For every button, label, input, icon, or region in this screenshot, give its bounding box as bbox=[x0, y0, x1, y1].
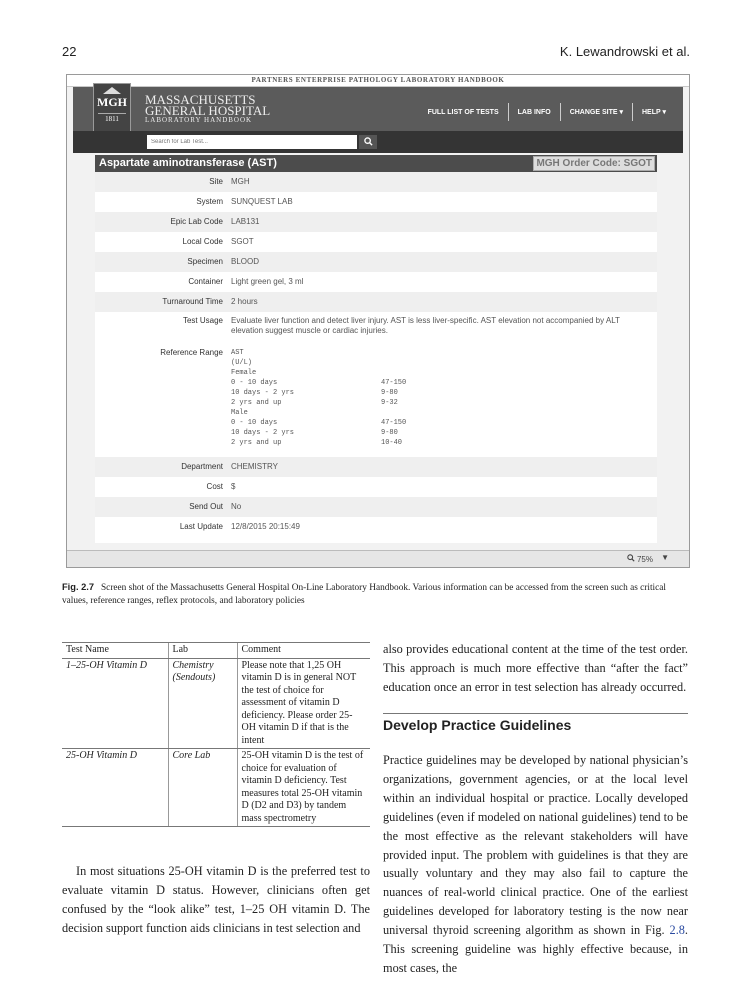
ref-range: Female bbox=[231, 369, 257, 377]
field-row bbox=[95, 477, 657, 497]
left-paragraph: In most situations 25-OH vitamin D is the preferred test to evaluate vitamin D status. However, clinicians often get confused by the “look alike” test, 1–25 OH vitamin D. The decision support function aids clinicians in test selection and bbox=[62, 864, 370, 935]
page-number: 22 bbox=[62, 44, 77, 59]
handbook-header bbox=[73, 87, 683, 131]
ref-range: 10 days - 2 yrs bbox=[231, 429, 295, 437]
field-value: $ bbox=[231, 482, 236, 491]
field-value: SGOT bbox=[231, 237, 254, 246]
test-header bbox=[95, 155, 657, 172]
field-row bbox=[95, 312, 657, 344]
field-label: Site bbox=[209, 177, 223, 186]
building-icon bbox=[103, 87, 121, 94]
ref-range: 2 yrs and up bbox=[231, 399, 282, 407]
search-button[interactable] bbox=[359, 135, 377, 149]
table-row bbox=[62, 658, 370, 749]
hospital-name-line1: MASSACHUSETTS bbox=[145, 92, 256, 107]
nav-change-site[interactable]: CHANGE SITE ▾ bbox=[569, 109, 623, 116]
field-value: MGH bbox=[231, 177, 250, 186]
ref-value: 9-80 bbox=[381, 429, 398, 437]
field-label: Send Out bbox=[189, 502, 223, 511]
hospital-name bbox=[145, 94, 270, 125]
field-label: Turnaround Time bbox=[162, 297, 223, 306]
ref-value bbox=[381, 408, 441, 418]
field-row bbox=[95, 272, 657, 292]
paragraph-text: Practice guidelines may be developed by national physician’s organizations, government agencies, or at the local level within an individual hospital or practice. Locally developed guidelines (even if modeled on national guidelines) tend to be the most effective as the relevant stakeholders will have provided input. The problem with guidelines is that they are usually voluntary and they may also fail to capture the nuances of real-world clinical practice. One of the earliest guidelines developed for laboratory testing is the now near universal thyroid screening algorithm as shown in Fig. bbox=[383, 753, 688, 938]
table-row bbox=[62, 749, 370, 827]
header-test-name: Test Name bbox=[62, 643, 168, 659]
hospital-subtitle: LABORATORY HANDBOOK bbox=[145, 116, 253, 124]
ref-range: Male bbox=[231, 409, 248, 417]
field-value: BLOOD bbox=[231, 257, 260, 266]
field-label: Test Usage bbox=[182, 316, 223, 325]
right-paragraph-2 bbox=[383, 751, 688, 978]
top-nav bbox=[419, 103, 675, 121]
field-label: Last Update bbox=[179, 522, 223, 531]
logo-initials: MGH bbox=[97, 95, 127, 109]
cell-lab: Chemistry (Sendouts) bbox=[168, 658, 237, 749]
cell-test-name: 1–25-OH Vitamin D bbox=[62, 658, 168, 749]
nav-full-list-of-tests[interactable]: FULL LIST OF TESTS bbox=[427, 108, 499, 116]
header-comment: Comment bbox=[237, 643, 370, 659]
logo-year: 1811 bbox=[98, 113, 126, 123]
ref-value: 9-32 bbox=[381, 399, 398, 407]
field-label: Container bbox=[188, 277, 223, 286]
field-row bbox=[95, 232, 657, 252]
field-label: Local Code bbox=[182, 237, 223, 246]
reference-range-row bbox=[95, 344, 657, 457]
field-value: Light green gel, 3 ml bbox=[231, 277, 304, 286]
ref-units: (U/L) bbox=[231, 359, 253, 367]
field-row bbox=[95, 252, 657, 272]
zoom-level[interactable] bbox=[627, 554, 653, 564]
field-value: SUNQUEST LAB bbox=[231, 197, 293, 206]
ref-grid bbox=[231, 368, 653, 448]
hospital-name-line2: GENERAL HOSPITAL bbox=[145, 103, 271, 118]
figure-reference-link[interactable]: 2.8 bbox=[669, 923, 685, 938]
magnifier-icon bbox=[627, 554, 635, 562]
test-detail-panel bbox=[95, 155, 657, 543]
cell-test-name: 25-OH Vitamin D bbox=[62, 749, 168, 827]
figure-caption bbox=[62, 581, 690, 608]
field-label: Department bbox=[181, 462, 223, 471]
caption-text: Screen shot of the Massachusetts General Hospital On-Line Laboratory Handbook. Various information can be accessed from the screen such as critical values, reference ranges, reflex protocols, and laboratory policies bbox=[62, 583, 666, 606]
field-value: 12/8/2015 20:15:49 bbox=[231, 522, 300, 531]
field-row bbox=[95, 457, 657, 477]
ref-value bbox=[381, 368, 441, 378]
header-lab: Lab bbox=[168, 643, 237, 659]
field-label: Specimen bbox=[187, 257, 223, 266]
test-fields bbox=[95, 172, 657, 537]
field-value: CHEMISTRY bbox=[231, 462, 278, 471]
zoom-value: 75% bbox=[636, 555, 653, 564]
field-row bbox=[95, 497, 657, 517]
figure-label: Fig. 2.7 bbox=[62, 582, 95, 592]
field-label: System bbox=[196, 197, 223, 206]
field-value: Evaluate liver function and detect liver injury. AST is less liver-specific. AST elevation not accompanied by ALT elevation suggest muscle or cardiac injuries. bbox=[231, 316, 620, 335]
zoom-dropdown-icon[interactable]: ▼ bbox=[661, 553, 669, 562]
reference-range-table bbox=[231, 348, 657, 457]
search-input[interactable] bbox=[147, 135, 357, 149]
test-title: Aspartate aminotransferase (AST) bbox=[99, 157, 277, 169]
field-row bbox=[95, 292, 657, 312]
ref-value: 47-150 bbox=[381, 379, 407, 387]
cell-lab: Core Lab bbox=[168, 749, 237, 827]
field-value: No bbox=[231, 502, 242, 511]
ref-value: 47-150 bbox=[381, 419, 407, 427]
field-row bbox=[95, 192, 657, 212]
nav-help[interactable]: HELP ▾ bbox=[641, 109, 666, 116]
cell-comment: Please note that 1,25 OH vitamin D is in general NOT the test of choice for assessment of vitamin D deficiency. Please order 25-OH vitamin D if that is the intent bbox=[237, 658, 370, 749]
field-value: 2 hours bbox=[231, 297, 258, 306]
vitamin-d-table bbox=[62, 642, 370, 827]
running-head: K. Lewandrowski et al. bbox=[559, 44, 690, 59]
ref-analyte: AST bbox=[231, 349, 244, 357]
search-bar bbox=[73, 131, 683, 153]
cell-comment: 25-OH vitamin D is the test of choice for evaluation of vitamin D deficiency. Test measures total 25-OH vitamin D (D2 and D3) by tandem mass spectrometry bbox=[237, 749, 370, 827]
ref-range: 0 - 10 days bbox=[231, 419, 278, 427]
table-header-row bbox=[62, 643, 370, 659]
ref-range: 0 - 10 days bbox=[231, 379, 278, 387]
handbook-screenshot bbox=[66, 74, 690, 568]
ref-range: 2 yrs and up bbox=[231, 439, 282, 447]
status-bar bbox=[67, 550, 689, 567]
field-label: Reference Range bbox=[160, 348, 223, 357]
order-code: MGH Order Code: SGOT bbox=[533, 156, 655, 171]
field-label: Cost bbox=[206, 482, 223, 491]
field-label: Epic Lab Code bbox=[170, 217, 223, 226]
field-row bbox=[95, 517, 657, 537]
ref-value: 9-80 bbox=[381, 389, 398, 397]
section-divider bbox=[383, 713, 688, 714]
field-row bbox=[95, 172, 657, 192]
handbook-banner: PARTNERS ENTERPRISE PATHOLOGY LABORATORY HANDBOOK bbox=[67, 75, 689, 87]
right-paragraph-1: also provides educational content at the time of the test order. This approach is much more effective than “after the fact” education once an error in test selection has already occurred. bbox=[383, 642, 688, 694]
paragraph-text: . This screening guideline was highly effective because, in most cases, the bbox=[383, 923, 688, 975]
ref-value: 10-40 bbox=[381, 439, 403, 447]
section-heading: Develop Practice Guidelines bbox=[383, 717, 572, 733]
ref-range: 10 days - 2 yrs bbox=[231, 389, 295, 397]
field-value: LAB131 bbox=[231, 217, 260, 226]
nav-lab-info[interactable]: LAB INFO bbox=[517, 108, 551, 116]
field-row bbox=[95, 212, 657, 232]
search-icon bbox=[364, 137, 373, 146]
